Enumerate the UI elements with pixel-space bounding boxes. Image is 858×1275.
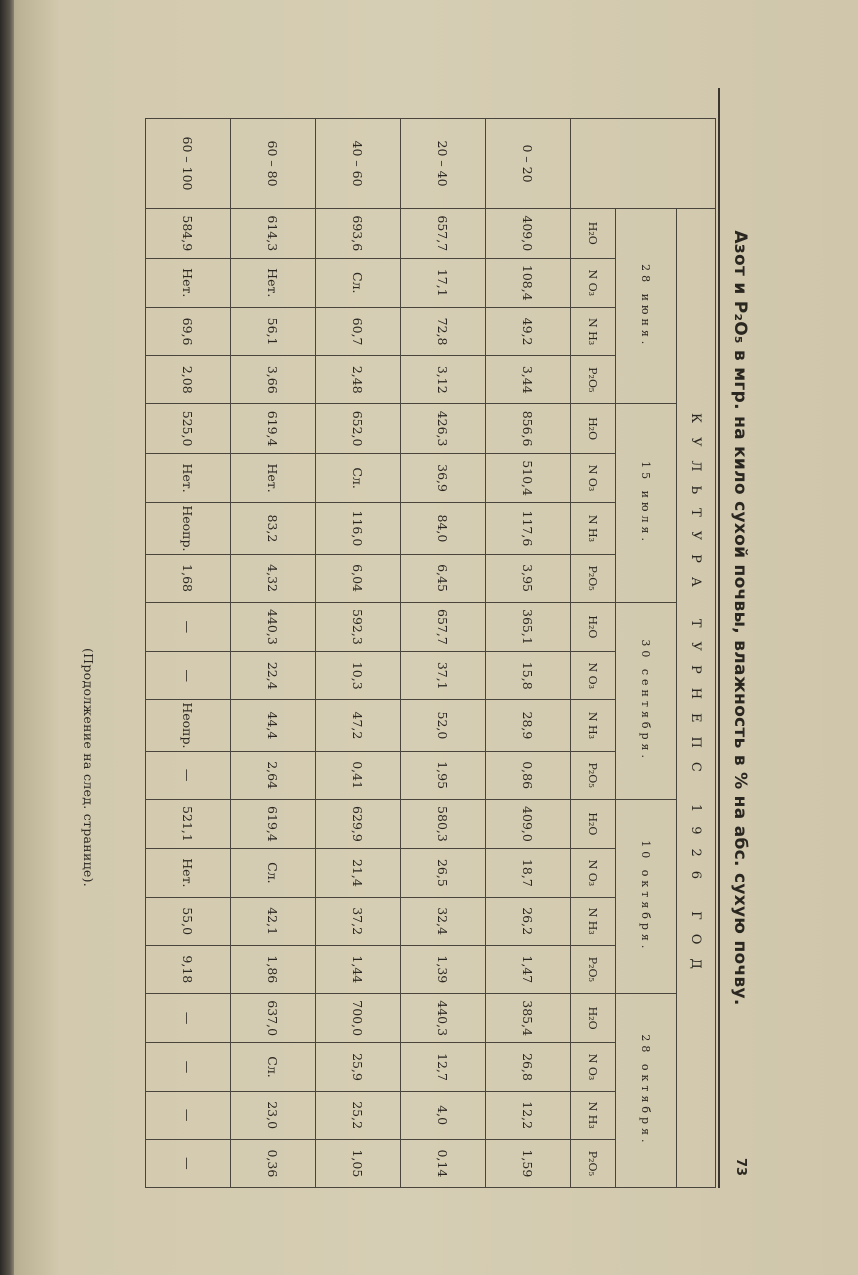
columns-row	[571, 119, 616, 1188]
column-header: H₂O	[571, 209, 616, 258]
table-cell: 12,7	[401, 1043, 486, 1091]
table-cell: —	[146, 1043, 231, 1091]
table-cell: 83,2	[231, 503, 316, 554]
column-header: N H₃	[571, 308, 616, 356]
table-cell: 365,1	[486, 602, 571, 651]
column-header: N H₃	[571, 700, 616, 751]
page-number: 73	[733, 1158, 748, 1177]
table-cell: Неопр.	[146, 503, 231, 554]
table-cell: 26,2	[486, 897, 571, 945]
depth-label: 60 – 100	[146, 119, 231, 209]
table-cell: 1,47	[486, 945, 571, 993]
table-cell: 10,3	[316, 652, 401, 700]
column-header: N H₃	[571, 897, 616, 945]
table-cell: 116,0	[316, 503, 401, 554]
table-cell: 1,86	[231, 945, 316, 993]
column-header: P₂O₅	[571, 751, 616, 799]
culture-header: КУЛЬТУРА ТУРНЕПС 1926 ГОД	[677, 209, 716, 1188]
table-cell: 56,1	[231, 308, 316, 356]
table-cell: 657,7	[401, 209, 486, 258]
table-row	[401, 119, 486, 1188]
table-cell: 426,3	[401, 404, 486, 453]
table-cell: 47,2	[316, 700, 401, 751]
column-header: P₂O₅	[571, 356, 616, 404]
table-cell: 28,9	[486, 700, 571, 751]
table-cell: 21,4	[316, 849, 401, 897]
table-cell: 409,0	[486, 799, 571, 848]
table-cell: Нет.	[146, 453, 231, 502]
date-header: 28 июня.	[616, 209, 677, 404]
table-cell: 6,45	[401, 554, 486, 602]
table-cell: 44,4	[231, 700, 316, 751]
table-cell: 4,0	[401, 1091, 486, 1139]
book-spine	[0, 0, 14, 1275]
table-cell: —	[146, 1139, 231, 1187]
table-cell: 49,2	[486, 308, 571, 356]
column-header: P₂O₅	[571, 1139, 616, 1187]
column-header: N O₃	[571, 652, 616, 700]
column-header: H₂O	[571, 799, 616, 848]
column-header: N O₃	[571, 453, 616, 502]
table-cell: 22,4	[231, 652, 316, 700]
table-cell: Нет.	[146, 258, 231, 307]
table-cell: 6,04	[316, 554, 401, 602]
depth-label: 0 – 20	[486, 119, 571, 209]
date-header: 30 сентября.	[616, 602, 677, 799]
table-cell: 60,7	[316, 308, 401, 356]
table-cell: 18,7	[486, 849, 571, 897]
table-cell: 440,3	[401, 993, 486, 1042]
table-cell: 3,12	[401, 356, 486, 404]
table-cell: 693,6	[316, 209, 401, 258]
table-cell: —	[146, 652, 231, 700]
table-cell: —	[146, 993, 231, 1042]
table-cell: 614,3	[231, 209, 316, 258]
column-header: P₂O₅	[571, 554, 616, 602]
table-cell: 619,4	[231, 799, 316, 848]
table-cell: 3,95	[486, 554, 571, 602]
table-cell: 37,1	[401, 652, 486, 700]
table-cell: 0,36	[231, 1139, 316, 1187]
table-cell: 23,0	[231, 1091, 316, 1139]
table-cell: 637,0	[231, 993, 316, 1042]
table-cell: 525,0	[146, 404, 231, 453]
table-cell: —	[146, 602, 231, 651]
table-cell: 37,2	[316, 897, 401, 945]
depth-header-cell	[571, 119, 716, 209]
table-cell: Нет.	[146, 849, 231, 897]
table-cell: Сл.	[316, 453, 401, 502]
table-cell: 2,08	[146, 356, 231, 404]
table-cell: 409,0	[486, 209, 571, 258]
rotated-content	[36, 88, 756, 1188]
table-cell: 1,95	[401, 751, 486, 799]
table-cell: 3,66	[231, 356, 316, 404]
nitrogen-table	[145, 118, 716, 1188]
column-header: N O₃	[571, 849, 616, 897]
table-cell: 1,44	[316, 945, 401, 993]
table-cell: —	[146, 751, 231, 799]
column-header: H₂O	[571, 602, 616, 651]
depth-label: 20 – 40	[401, 119, 486, 209]
table-cell: 3,44	[486, 356, 571, 404]
table-cell: 619,4	[231, 404, 316, 453]
table-cell: 0,14	[401, 1139, 486, 1187]
table-cell: 69,6	[146, 308, 231, 356]
table-cell: 2,48	[316, 356, 401, 404]
table-cell: 36,9	[401, 453, 486, 502]
table-cell: Нет.	[231, 453, 316, 502]
table-cell: 629,9	[316, 799, 401, 848]
table-cell: 580,3	[401, 799, 486, 848]
table-cell: Сл.	[316, 258, 401, 307]
table-cell: 26,5	[401, 849, 486, 897]
table-cell: 1,05	[316, 1139, 401, 1187]
column-header: N O₃	[571, 258, 616, 307]
table-cell: 856,6	[486, 404, 571, 453]
table-cell: 25,2	[316, 1091, 401, 1139]
table-cell: Нет.	[231, 258, 316, 307]
table-cell: 521,1	[146, 799, 231, 848]
continuation-note: (Продолжение на след. странице).	[81, 648, 96, 888]
table-cell: 2,64	[231, 751, 316, 799]
date-header: 28 октября.	[616, 993, 677, 1187]
column-header: H₂O	[571, 993, 616, 1042]
table-cell: Сл.	[231, 1043, 316, 1091]
table-cell: 584,9	[146, 209, 231, 258]
table-cell: 440,3	[231, 602, 316, 651]
table-cell: 25,9	[316, 1043, 401, 1091]
table-cell: 652,0	[316, 404, 401, 453]
dates-row	[616, 119, 677, 1188]
table-cell: 15,8	[486, 652, 571, 700]
table-cell: 52,0	[401, 700, 486, 751]
table-cell: Сл.	[231, 849, 316, 897]
table-cell: 117,6	[486, 503, 571, 554]
table-row	[146, 119, 231, 1188]
column-header: N H₃	[571, 503, 616, 554]
depth-label: 60 – 80	[231, 119, 316, 209]
table-row	[486, 119, 571, 1188]
table-cell: 592,3	[316, 602, 401, 651]
table-cell: 657,7	[401, 602, 486, 651]
table-cell: 84,0	[401, 503, 486, 554]
top-rule	[718, 88, 720, 1188]
table-cell: 42,1	[231, 897, 316, 945]
table-cell: 0,86	[486, 751, 571, 799]
date-header: 15 июля.	[616, 404, 677, 602]
table-title: Азот и P₂O₅ в мгр. на кило сухой почвы, влажность в % на абс. сухую почву.	[730, 230, 750, 1006]
depth-label: 40 – 60	[316, 119, 401, 209]
column-header: N H₃	[571, 1091, 616, 1139]
date-header: 10 октября.	[616, 799, 677, 993]
table-cell: 700,0	[316, 993, 401, 1042]
table-cell: 4,32	[231, 554, 316, 602]
table-row	[316, 119, 401, 1188]
column-header: H₂O	[571, 404, 616, 453]
table-cell: 17,1	[401, 258, 486, 307]
column-header: N O₃	[571, 1043, 616, 1091]
table-cell: 55,0	[146, 897, 231, 945]
table-cell: 108,4	[486, 258, 571, 307]
table-cell: 32,4	[401, 897, 486, 945]
table-cell: 1,39	[401, 945, 486, 993]
table-cell: 385,4	[486, 993, 571, 1042]
table-cell: 1,59	[486, 1139, 571, 1187]
table-row	[231, 119, 316, 1188]
table-cell: 9,18	[146, 945, 231, 993]
table-cell: Неопр.	[146, 700, 231, 751]
table-cell: 0,41	[316, 751, 401, 799]
table-cell: 510,4	[486, 453, 571, 502]
table-cell: 12,2	[486, 1091, 571, 1139]
table-cell: 1,68	[146, 554, 231, 602]
table-cell: 72,8	[401, 308, 486, 356]
column-header: P₂O₅	[571, 945, 616, 993]
table-cell: 26,8	[486, 1043, 571, 1091]
table-cell: —	[146, 1091, 231, 1139]
